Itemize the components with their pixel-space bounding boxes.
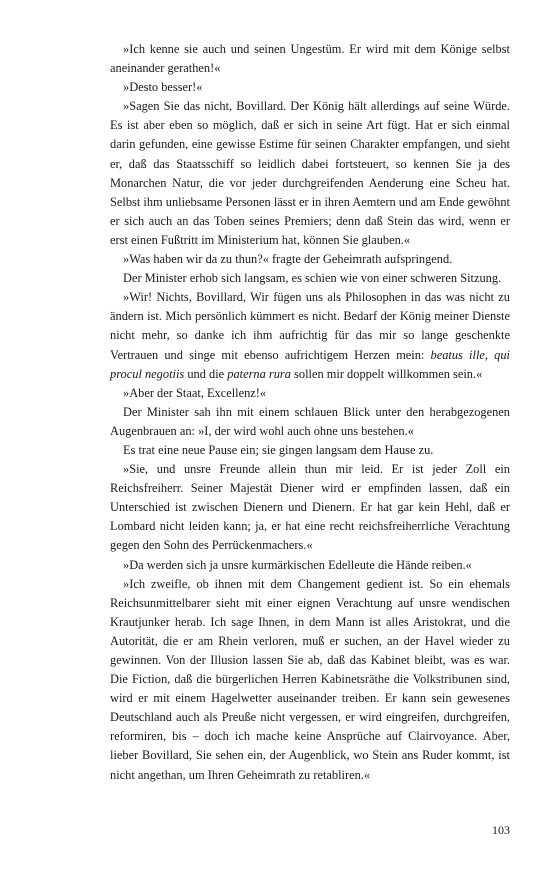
paragraph	[110, 556, 510, 575]
paragraph	[110, 269, 510, 288]
page-number: 103	[492, 823, 510, 837]
paragraph	[110, 403, 510, 441]
paragraph	[110, 288, 510, 383]
text-run: »Da werden sich ja unsre kurmärkischen Edelleute die Hände reiben.«	[123, 557, 472, 572]
text-run: »Aber der Staat, Excellenz!«	[123, 385, 267, 400]
paragraph	[110, 250, 510, 269]
paragraph	[110, 575, 510, 785]
text-run: »Desto besser!«	[123, 80, 203, 95]
text-run: Der Minister sah ihn mit einem schlauen Blick unter den herabgezogenen Augenbrauen an: »I, der wird wohl auch ohne uns bestehen.«	[110, 404, 510, 438]
text-run: »Wir! Nichts, Bovillard, Wir fügen uns als Philosophen in das was nicht zu ändern ist. Mich persönlich kümmert es nicht. Bedarf der König meiner Dienste nicht mehr, so danke ich ihm aufrichtig für das mir so lange geschenkte Vertrauen und singe mit ebenso aufrichtigem Herzen mein:	[110, 290, 510, 362]
italic-phrase: beatus ille, qui procul negotiis	[110, 347, 510, 381]
italic-phrase: paterna rura	[227, 366, 291, 381]
text-run: Es trat eine neue Pause ein; sie gingen langsam dem Hause zu.	[123, 442, 434, 457]
paragraph	[110, 384, 510, 403]
paragraph	[110, 40, 510, 78]
body-text	[110, 40, 510, 785]
text-run: »Ich zweifle, ob ihnen mit dem Changement gedient ist. So ein ehemals Reichsunmittelbarer sieht mit einer eignen Verachtung auf unsre wendischen Krautjunker herab. Ich sage Ihnen, in dem Mann ist alles Aristokrat, und die Autorität, die er am Rhein verloren, muß er suchen, an der Havel wieder zu gewinnen. Von der Illusion lassen Sie ab, daß das Kabinet bleibt, was es war. Die Fiction, daß die bürgerlichen Herren Kabinetsräthe die Volkstribunen sind, wird er mit einem Hagelwetter auseinander treiben. Er kann sein gewesenes Deutschland auch als Preuße nicht vergessen, er wird eingreifen, durchgreifen, reformiren, bis – doch ich mache keine Ansprüche auf Clairvoyance. Aber, lieber Bovillard, Sie sehen ein, der Augenblick, wo Stein ans Ruder kommt, ist nicht angethan, um Ihren Geheimrath zu retabliren.«	[110, 576, 510, 782]
paragraph	[110, 460, 510, 555]
text-run: »Sagen Sie das nicht, Bovillard. Der König hält allerdings auf seine Würde. Es ist aber eben so möglich, daß er sich in seine Art fügt. Hat er sich einmal darin gefunden, eine gewisse Estime für seinen Charakter empfangen, und sieht er, daß das Staatsschiff so leidlich dabei fortsteuert, so kennen Sie ja des Monarchen Natur, die vor jeder durchgreifenden Aenderung eine Scheu hat. Selbst ihm unliebsame Personen lässt er in ihren Aemtern und am Ende gewöhnt er sich auch an das Toben seines Premiers; denn daß Stein das wird, wenn er erst einen Fußtritt im Ministerium hat, können Sie glauben.«	[110, 99, 510, 247]
text-run: »Ich kenne sie auch und seinen Ungestüm. Er wird mit dem Könige selbst aneinander gerathen!«	[110, 42, 510, 76]
paragraph	[110, 441, 510, 460]
paragraph	[110, 78, 510, 97]
paragraph	[110, 97, 510, 250]
text-run: »Was haben wir da zu thun?« fragte der Geheimrath aufspringend.	[123, 252, 453, 267]
text-run: »Sie, und unsre Freunde allein thun mir leid. Er ist jeder Zoll ein Reichsfreiherr. Seiner Majestät Diener wird er empfinden lassen, daß ein Unterschied ist zwischen Dienern und Dienern. Er hat gar kein Hehl, daß er Lombard nicht leiden kann; ja, er hat eine recht reichsfreiherrliche Verachtung gegen den Sohn des Perrückenmachers.«	[110, 462, 510, 553]
text-run: sollen mir doppelt willkommen sein.«	[290, 366, 483, 381]
text-run: und die	[184, 366, 228, 381]
text-run: Der Minister erhob sich langsam, es schien wie von einer schweren Sitzung.	[123, 271, 502, 286]
